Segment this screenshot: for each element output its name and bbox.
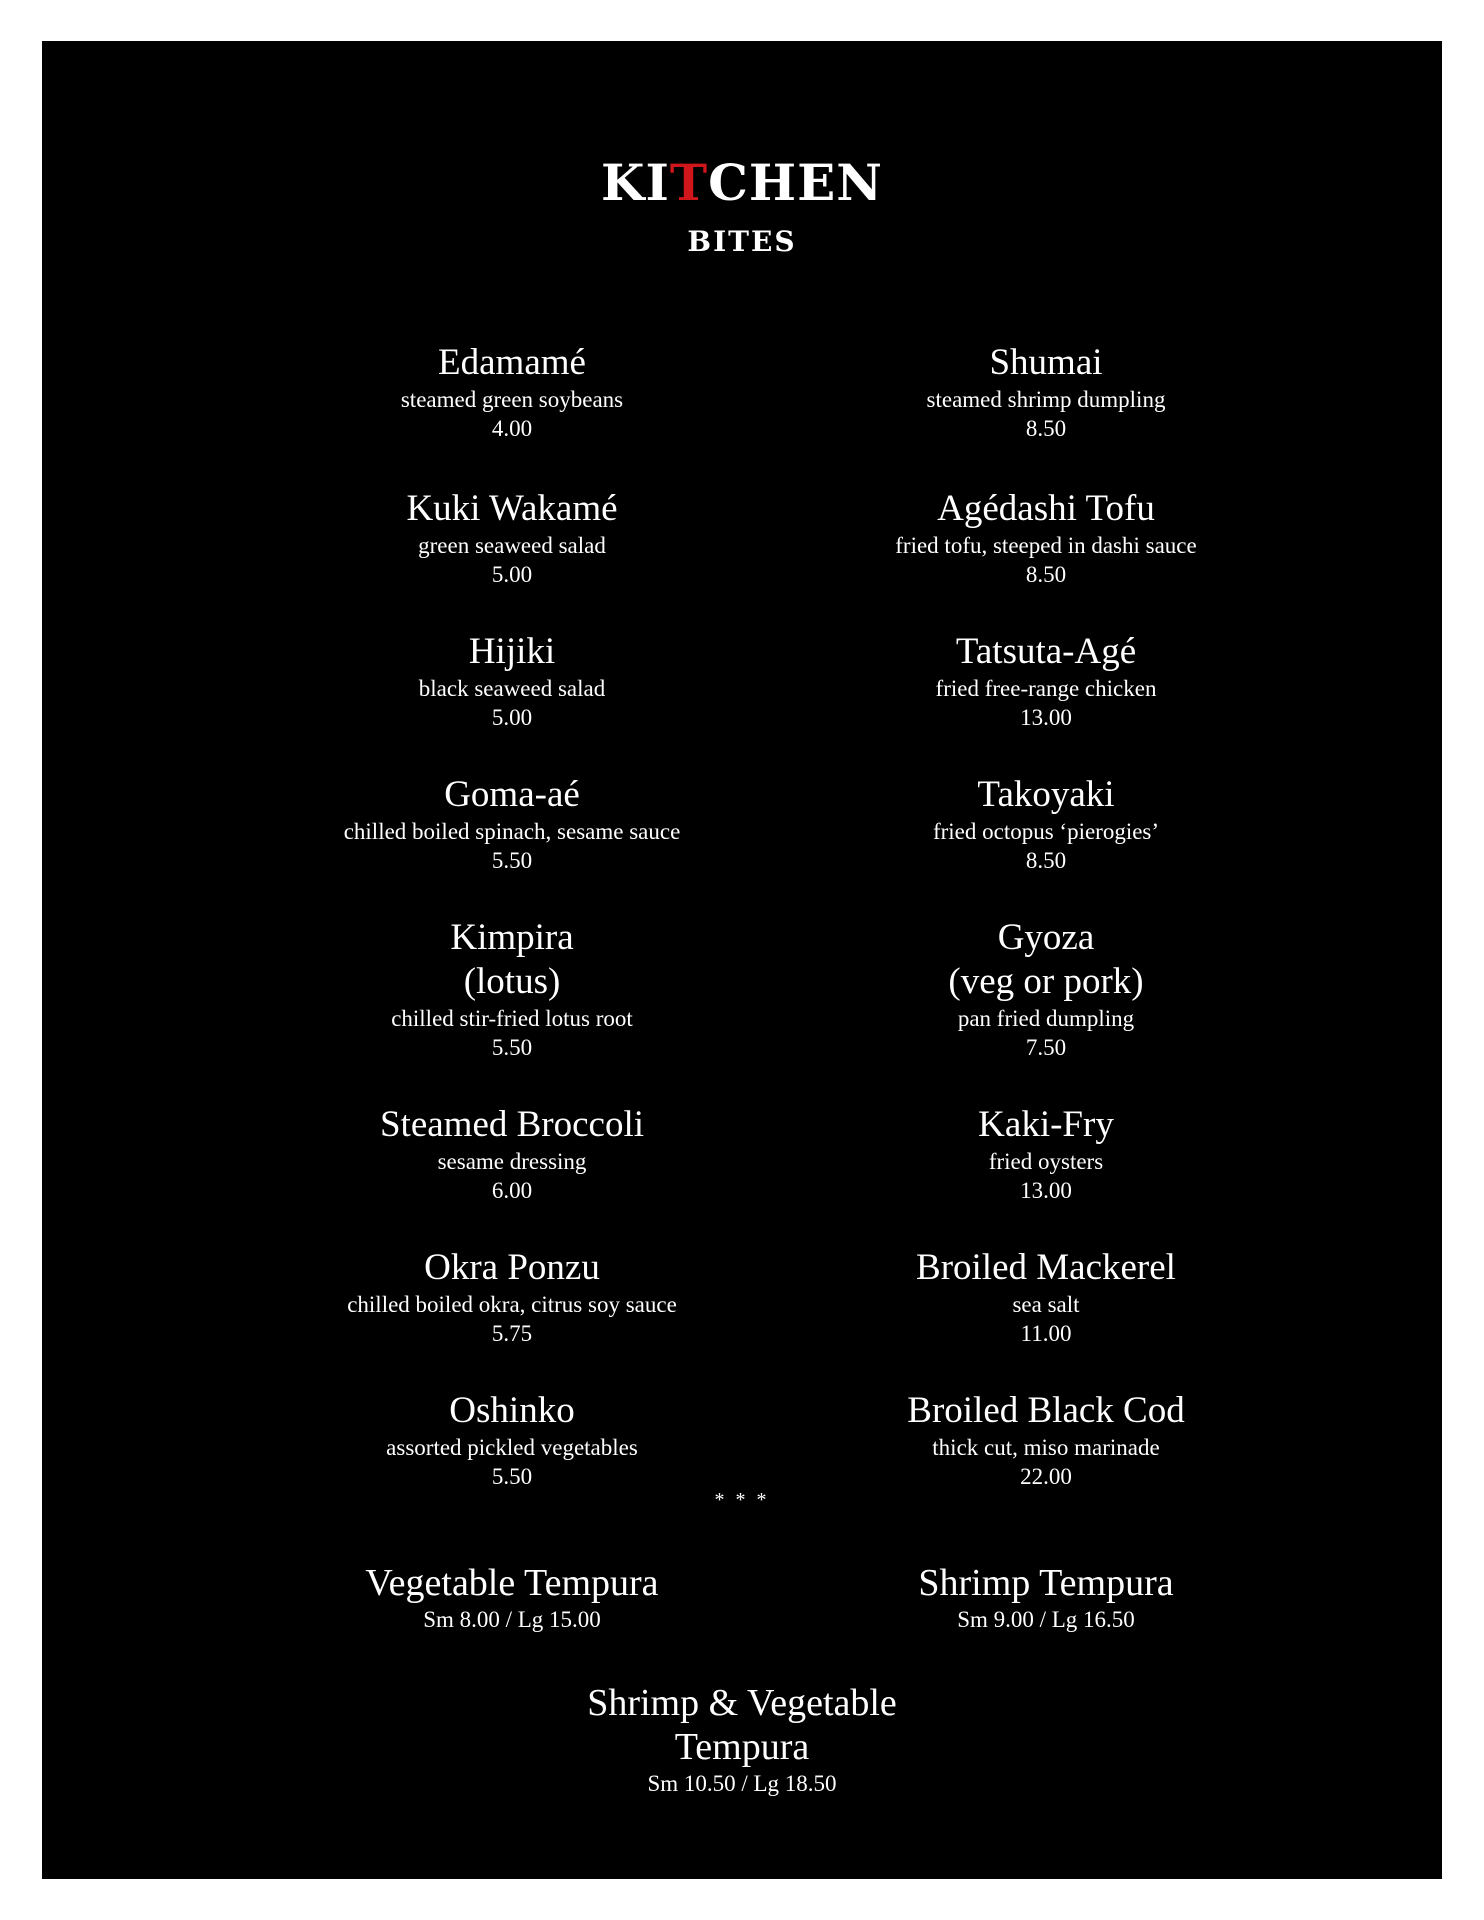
menu-item: [232, 1389, 792, 1491]
item-description: steamed green soybeans: [400, 387, 624, 412]
item-price: 13.00: [1020, 705, 1072, 730]
item-description: pan fried dumpling: [957, 1006, 1135, 1031]
item-price: Sm 10.50 / Lg 18.50: [647, 1771, 837, 1796]
item-name: Tatsuta-Agé: [955, 631, 1137, 672]
menu-item: [766, 773, 1326, 875]
item-name: Okra Ponzu: [424, 1247, 600, 1288]
item-price: 4.00: [491, 416, 533, 441]
menu-item: [232, 916, 792, 1062]
item-name: Gyoza (veg or pork): [948, 917, 1144, 1002]
menu-item: [232, 487, 792, 589]
menu-item: [766, 1103, 1326, 1205]
item-description: chilled stir-fried lotus root: [391, 1006, 633, 1031]
item-price: 8.50: [1025, 416, 1067, 441]
item-price: 5.50: [491, 848, 533, 873]
item-price: 13.00: [1020, 1178, 1072, 1203]
tempura-shrimp: [766, 1561, 1326, 1635]
item-description: fried free-range chicken: [935, 676, 1157, 701]
item-name: Broiled Mackerel: [916, 1247, 1176, 1288]
item-name: Oshinko: [449, 1390, 575, 1431]
item-name: Hijiki: [468, 631, 556, 672]
title-accent-letter: T: [669, 153, 709, 212]
menu-item: [232, 773, 792, 875]
item-price: 5.75: [491, 1321, 533, 1346]
item-price: 6.00: [491, 1178, 533, 1203]
item-price: 8.50: [1025, 848, 1067, 873]
menu-item: [766, 630, 1326, 732]
menu-item: [232, 1246, 792, 1348]
item-price: 22.00: [1020, 1464, 1072, 1489]
item-price: 5.50: [491, 1035, 533, 1060]
menu-item: [232, 1103, 792, 1205]
menu-title: [42, 153, 1442, 213]
item-name: Goma-aé: [444, 774, 580, 815]
menu-item: [766, 341, 1326, 443]
menu-item: [766, 487, 1326, 589]
item-description: fried octopus ‘pierogies’: [932, 819, 1160, 844]
item-name: Shrimp & Vegetable Tempura: [587, 1682, 897, 1768]
item-description: black seaweed salad: [418, 676, 606, 701]
item-description: sesame dressing: [437, 1149, 587, 1174]
tempura-vegetable: [232, 1561, 792, 1635]
item-description: steamed shrimp dumpling: [926, 387, 1166, 412]
item-price: 7.50: [1025, 1035, 1067, 1060]
item-description: sea salt: [1012, 1292, 1080, 1317]
item-description: thick cut, miso marinade: [932, 1435, 1160, 1460]
item-name: Steamed Broccoli: [379, 1104, 645, 1145]
menu-item: [766, 1246, 1326, 1348]
item-name: Broiled Black Cod: [907, 1390, 1185, 1431]
item-description: fried oysters: [988, 1149, 1104, 1174]
item-description: chilled boiled spinach, sesame sauce: [343, 819, 681, 844]
tempura-shrimp-and-vegetable: [462, 1681, 1022, 1799]
menu-item: [766, 916, 1326, 1062]
menu-item: [232, 630, 792, 732]
item-description: fried tofu, steeped in dashi sauce: [895, 533, 1197, 558]
item-price: Sm 9.00 / Lg 16.50: [957, 1607, 1135, 1632]
item-description: green seaweed salad: [418, 533, 606, 558]
item-name: Shumai: [989, 342, 1103, 383]
title-part-2: CHEN: [708, 153, 883, 212]
item-name: Edamamé: [438, 342, 586, 383]
right-menu-column: [766, 341, 1326, 1491]
item-name: Shrimp Tempura: [918, 1562, 1174, 1604]
menu-board: [42, 41, 1442, 1879]
item-name: Kimpira (lotus): [450, 917, 574, 1002]
item-name: Takoyaki: [977, 774, 1115, 815]
item-price: 8.50: [1025, 562, 1067, 587]
menu-item: [232, 341, 792, 443]
title-part-1: KI: [601, 153, 670, 212]
item-name: Kaki-Fry: [978, 1104, 1114, 1145]
item-price: 5.00: [491, 562, 533, 587]
item-price: 5.50: [491, 1464, 533, 1489]
item-description: chilled boiled okra, citrus soy sauce: [347, 1292, 677, 1317]
item-name: Agédashi Tofu: [937, 488, 1155, 529]
left-menu-column: [232, 341, 792, 1491]
section-divider: * * *: [714, 1489, 770, 1511]
item-name: Vegetable Tempura: [365, 1562, 659, 1604]
item-description: assorted pickled vegetables: [386, 1435, 638, 1460]
menu-subtitle: BITES: [687, 225, 797, 258]
menu-item: [766, 1389, 1326, 1491]
item-price: 11.00: [1020, 1321, 1072, 1346]
item-price: Sm 8.00 / Lg 15.00: [423, 1607, 601, 1632]
item-price: 5.00: [491, 705, 533, 730]
item-name: Kuki Wakamé: [406, 488, 618, 529]
